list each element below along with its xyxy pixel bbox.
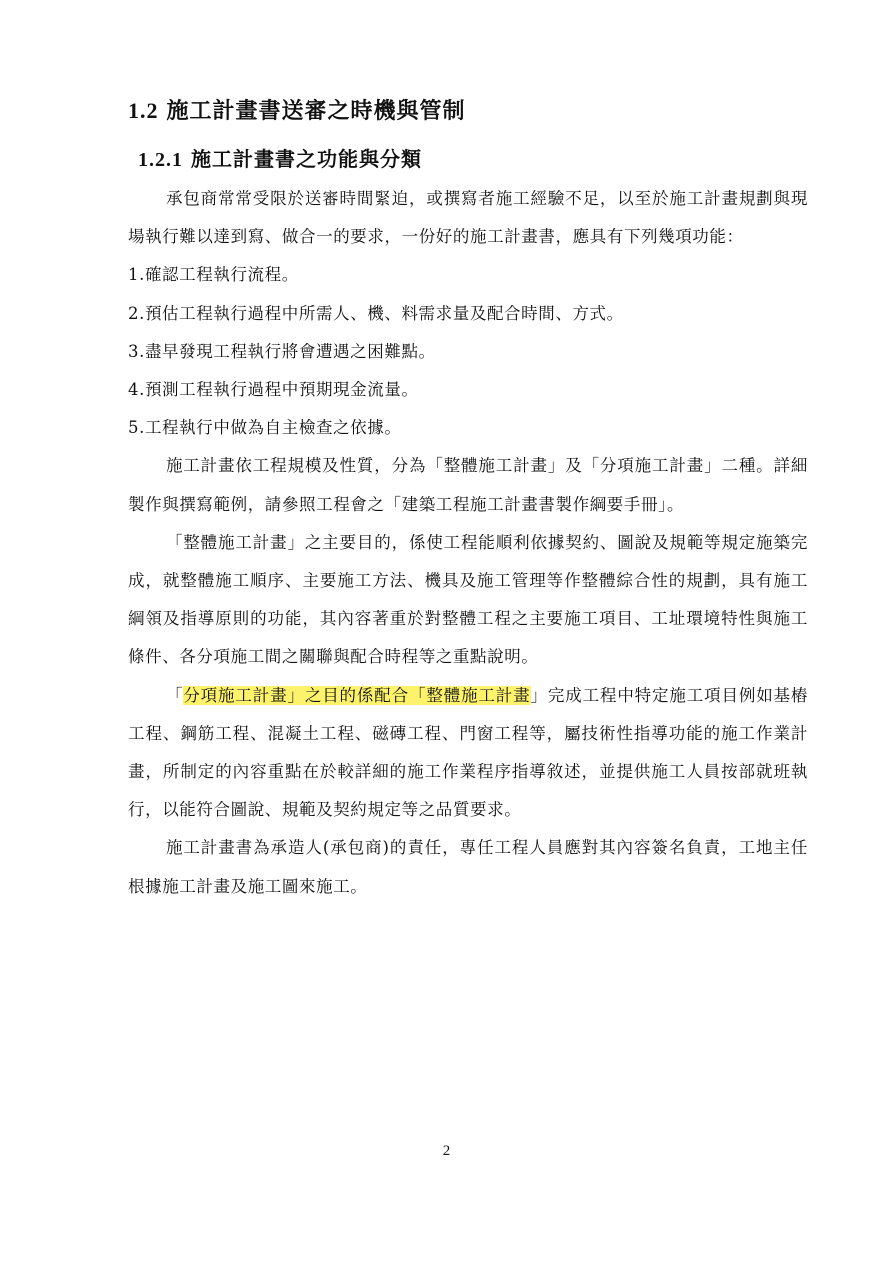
section-title: 施工計畫書送審之時機與管制 xyxy=(166,98,466,124)
sub-plan-paragraph xyxy=(128,677,808,830)
page-number: 2 xyxy=(442,1143,451,1159)
subsection-number: 1.2.1 xyxy=(138,149,183,171)
function-item-3: 3.盡早發現工程執行將會遭遇之困難點。 xyxy=(128,341,436,361)
section-heading xyxy=(128,94,466,125)
subsection-heading xyxy=(138,143,422,172)
subsection-title: 施工計畫書之功能與分類 xyxy=(191,147,422,171)
highlighted-text: 分項施工計畫」之目的係配合「整體施工計畫 xyxy=(183,685,531,705)
function-item-5: 5.工程執行中做為自主檢查之依據。 xyxy=(128,418,402,438)
responsibility-paragraph: 施工計畫書為承造人(承包商)的責任，專任工程人員應對其內容簽名負責，工地主任根據施工計畫及施工圖來施工。 xyxy=(128,838,808,896)
function-item-4: 4.預測工程執行過程中預期現金流量。 xyxy=(128,380,419,400)
body-text xyxy=(128,180,808,906)
intro-paragraph: 承包商常常受限於送審時間緊迫，或撰寫者施工經驗不足，以至於施工計畫規劃與現場執行難以達到寫、做合一的要求，一份好的施工計畫書，應具有下列幾項功能： xyxy=(128,189,808,247)
function-item-2: 2.預估工程執行過程中所需人、機、料需求量及配合時間、方式。 xyxy=(128,303,624,323)
classification-paragraph: 施工計畫依工程規模及性質，分為「整體施工計畫」及「分項施工計畫」二種。詳細製作與撰寫範例，請參照工程會之「建築工程施工計畫書製作綱要手冊」。 xyxy=(128,456,808,514)
function-item-1: 1.確認工程執行流程。 xyxy=(128,265,299,285)
section-number: 1.2 xyxy=(128,98,159,123)
sub-plan-open-quote: 「 xyxy=(165,685,184,705)
sub-plan-text: 」完成工程中特定施工項目例如基樁工程、鋼筋工程、混凝土工程、磁磚工程、門窗工程等，屬技術性指導功能的施工作業計畫，所制定的內容重點在於較詳細的施工作業程序指導敘述，並提供施工人員按部就班執行，以能符合圖說、規範及契約規定等之品質要求。 xyxy=(128,685,809,820)
overall-plan-paragraph: 「整體施工計畫」之主要目的，係使工程能順利依據契約、圖說及規範等規定施築完成，就整體施工順序、主要施工方法、機具及施工管理等作整體綜合性的規劃，具有施工綱領及指導原則的功能，其內容著重於對整體工程之主要施工項目、工址環境特性與施工條件、各分項施工間之關聯與配合時程等之重點說明。 xyxy=(128,532,808,667)
